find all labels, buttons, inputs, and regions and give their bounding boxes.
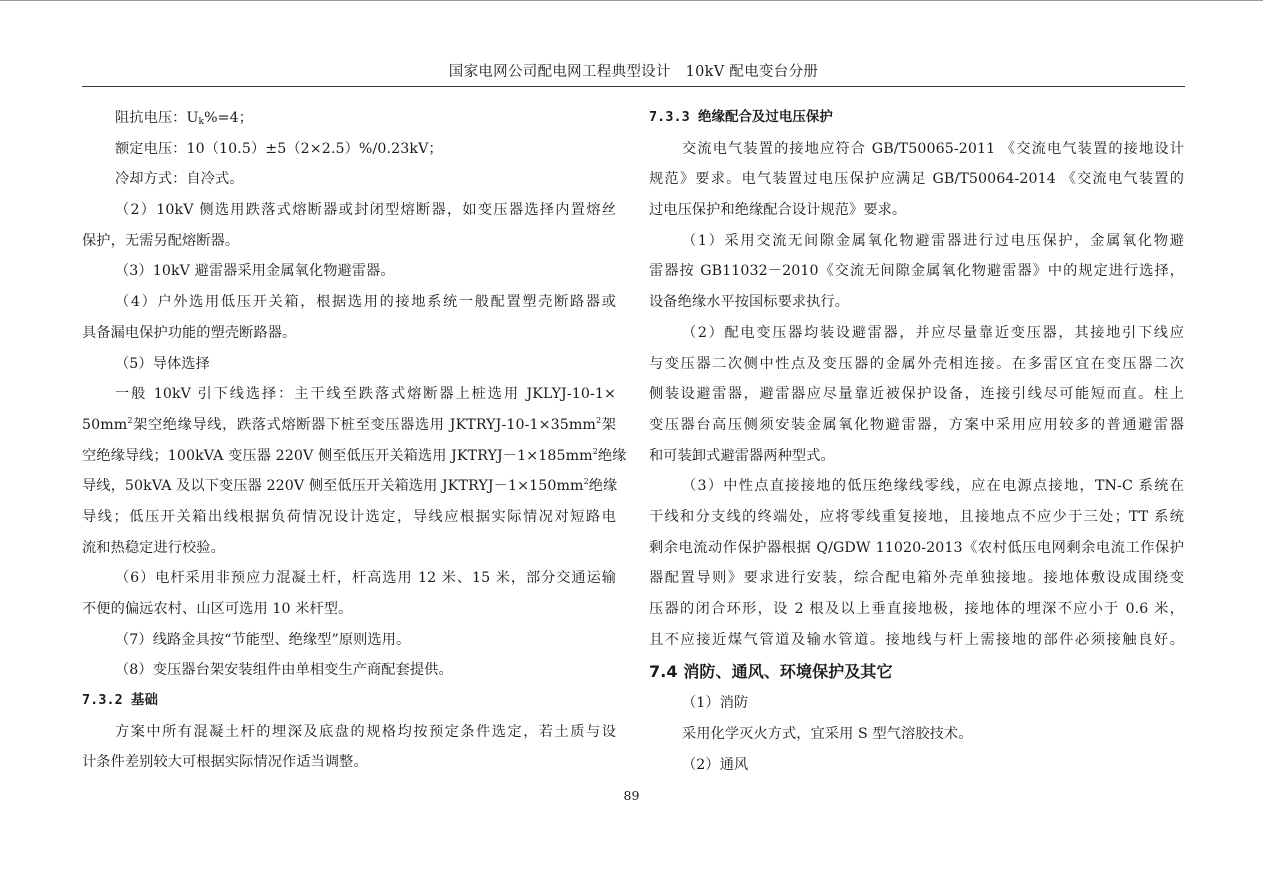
conductor-line-1: 一般 10kV 引下线选择：主干线至跌落式熔断器上桩选用 JKLYJ-10-1× [115,386,616,403]
item-4-line-2: 具备漏电保护功能的塑壳断路器。 [82,324,297,341]
ventilation-title: （2）通风 [682,756,749,773]
foundation-line-1: 方案中所有混凝土杆的埋深及底盘的规格均按预定条件选定，若土质与设 [115,723,616,740]
item-2-line-1: （2）10kV 侧选用跌落式熔断器或封闭型熔断器，如变压器选择内置熔丝 [115,202,616,219]
left-column [82,103,627,778]
arrester-1-line-3: 设备绝缘水平按国标要求执行。 [649,294,850,311]
item-6-line-1: （6）电杆采用非预应力混凝土杆，杆高选用 12 米、15 米，部分交通运输 [115,570,616,587]
impedance-voltage-line: 阻抗电压：$U_k\%=4$； [115,110,254,127]
grounding-line-2: 规范》要求。电气装置过电压保护应满足 GB/T50064-2014 《交流电气装置的 [649,171,1184,188]
arrester-2-line-2: 与变压器二次侧中性点及变压器的金属外壳相连接。在多雷区宜在变压器二次 [649,355,1184,372]
arrester-2-line-3: 侧装设避雷器，避雷器应尽量靠近被保护设备，连接引线尽可能短而直。柱上 [649,386,1184,403]
section-heading-7-3-3: 7.3.3 绝缘配合及过电压保护 [649,110,833,125]
running-header: 国家电网公司配电网工程典型设计 10kV 配电变台分册 [448,64,819,80]
arrester-2-line-1: （2）配电变压器均装设避雷器，并应尽量靠近变压器，其接地引下线应 [682,324,1184,341]
arrester-2-line-4: 变压器台高压侧须安装金属氧化物避雷器，方案中采用应用较多的普通避雷器 [649,416,1184,433]
page-top-border [0,0,1263,1]
neutral-line-4: 器配置导则》要求进行安装，综合配电箱外壳单独接地。接地体敷设成围绕变 [649,570,1184,587]
section-heading-7-3-2: 7.3.2 基础 [82,693,158,709]
arrester-2-line-5: 和可装卸式避雷器两种型式。 [649,447,835,464]
item-5-title: （5）导体选择 [115,355,210,372]
conductor-line-6: 流和热稳定进行校验。 [82,539,225,556]
fire-text: 采用化学灭火方式，宜采用 S 型气溶胶技术。 [682,726,973,743]
arrester-1-line-2: 雷器按 GB11032－2010《交流无间隙金属氧化物避雷器》中的规定进行选择， [649,263,1184,280]
item-4-line-1: （4）户外选用低压开关箱，根据选用的接地系统一般配置塑壳断路器或 [115,294,616,311]
item-6-line-2: 不便的偏远农村、山区可选用 10 米杆型。 [82,601,353,617]
grounding-line-1: 交流电气装置的接地应符合 GB/T50065-2011 《交流电气装置的接地设计 [682,140,1184,157]
conductor-line-5: 导线；低压开关箱出线根据负荷情况设计选定，导线应根据实际情况对短路电 [82,508,616,525]
grounding-line-3: 过电压保护和绝缘配合设计规范》要求。 [649,202,907,219]
conductor-line-4: 导线，50kVA 及以下变压器 220V 侧至低压开关箱选用 $JKTRYJ-1\times 150mm^2$绝缘 [82,477,618,495]
neutral-line-1: （3）中性点直接接地的低压绝缘线零线，应在电源点接地，TN-C 系统在 [682,478,1184,495]
neutral-line-2: 干线和分支线的终端处，应将零线重复接地，且接地点不应少于三处；TT 系统 [649,508,1184,525]
foundation-line-2: 计条件差别较大可根据实际情况作适当调整。 [82,754,368,771]
conductor-line-3: 空绝缘导线；100kVA 变压器 220V 侧至低压开关箱选用 $JKTRYJ-1\times 185mm^2$绝缘 [82,446,627,464]
item-7: （7）线路金具按“节能型、绝缘型”原则选用。 [115,631,411,648]
arrester-1-line-1: （1）采用交流无间隙金属氧化物避雷器进行过电压保护，金属氧化物避 [682,232,1184,249]
item-2-line-2: 保护，无需另配熔断器。 [82,232,240,249]
neutral-line-3: 剩余电流动作保护器根据 Q/GDW 11020-2013《农村低压电网剩余电流工作保护 [649,539,1184,556]
conductor-line-2: $50mm^2$架空绝缘导线，跌落式熔断器下桩至变压器选用 JKTRYJ-$10-1\times 35mm^2$架 [82,415,616,433]
neutral-line-5: 压器的闭合环形，设 2 根及以上垂直接地极，接地体的埋深不应小于 0.6 米， [649,601,1184,617]
header-rule [82,86,1185,87]
fire-title: （1）消防 [682,695,749,712]
cooling-line: 冷却方式：自冷式。 [115,171,244,188]
section-heading-7-4: 7.4 消防、通风、环境保护及其它 [649,662,893,682]
item-3: （3）10kV 避雷器采用金属氧化物避雷器。 [115,263,395,280]
neutral-line-6: 且不应接近煤气管道及输水管道。接地线与杆上需接地的部件必须接触良好。 [649,631,1184,648]
rated-voltage-line: 额定电压：10（10.5）±5（2×2.5）%/0.23kV； [115,140,443,157]
page-number: 89 [623,788,640,803]
item-8: （8）变压器台架安装组件由单相变生产商配套提供。 [115,662,453,679]
right-column [649,103,1184,780]
